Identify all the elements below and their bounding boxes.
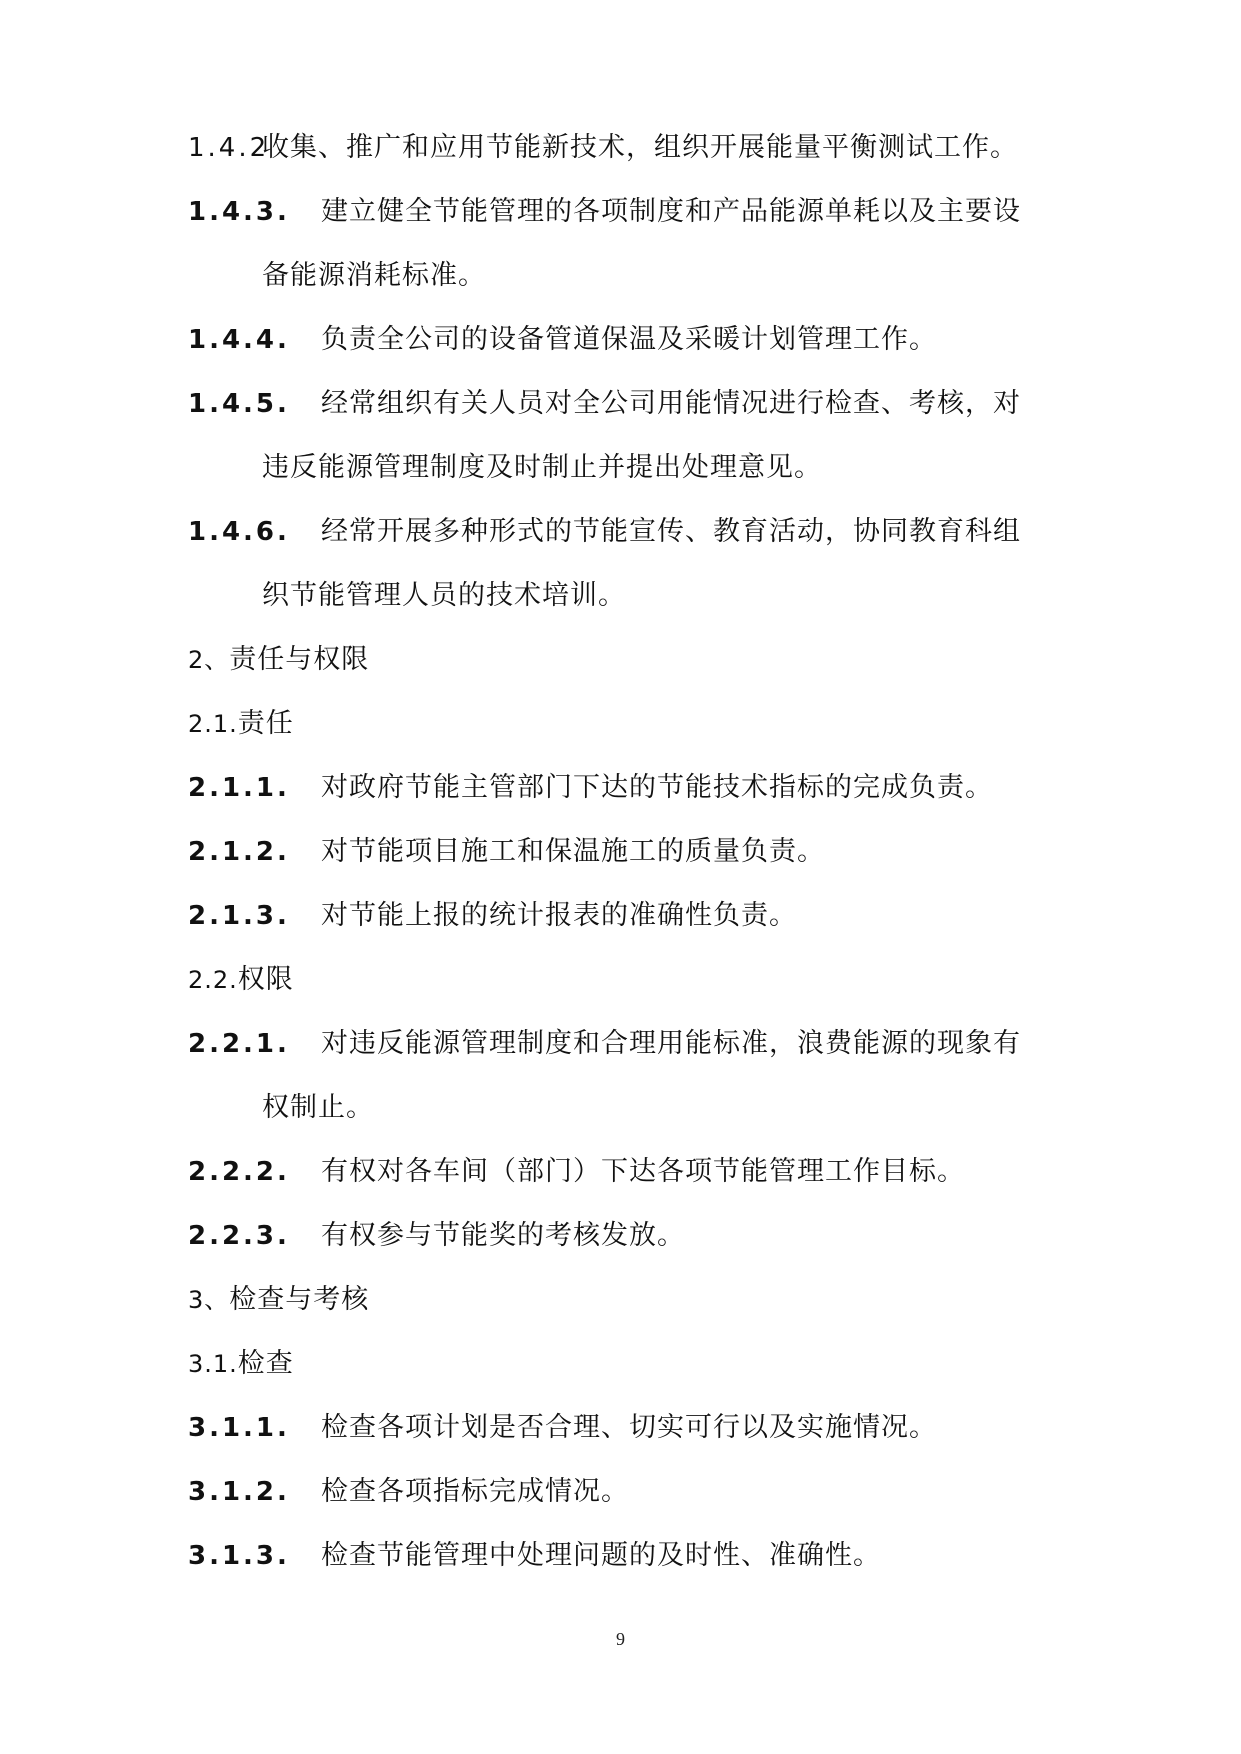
item-number: 2.2.2. bbox=[188, 1157, 290, 1187]
section-number: 3、 bbox=[188, 1286, 230, 1314]
item-number: 1.4.6. bbox=[188, 517, 290, 547]
subsection-heading-text bbox=[188, 954, 294, 1006]
subsection-number: 3.1. bbox=[188, 1350, 238, 1378]
item-text: 经常开展多种形式的节能宣传、教育活动，协同教育科组 bbox=[321, 516, 1021, 547]
item-number: 2.2.1. bbox=[188, 1029, 290, 1059]
item-text-continuation: 织节能管理人员的技术培训。 bbox=[262, 580, 626, 611]
list-item bbox=[0, 826, 1241, 878]
list-item bbox=[0, 890, 1241, 942]
item-text: 检查节能管理中处理问题的及时性、准确性。 bbox=[321, 1540, 881, 1571]
item-number: 2.2.3. bbox=[188, 1221, 290, 1251]
item-text: 检查各项计划是否合理、切实可行以及实施情况。 bbox=[321, 1412, 937, 1443]
subsection-title: 权限 bbox=[237, 964, 294, 995]
item-text-continuation: 备能源消耗标准。 bbox=[262, 260, 486, 291]
list-item-continuation bbox=[0, 250, 1241, 302]
item-text: 负责全公司的设备管道保温及采暖计划管理工作。 bbox=[321, 324, 937, 355]
section-heading-text bbox=[188, 1274, 369, 1326]
list-item bbox=[0, 186, 1241, 238]
list-item bbox=[0, 314, 1241, 366]
item-text: 对节能项目施工和保温施工的质量负责。 bbox=[321, 836, 825, 867]
list-item-continuation bbox=[0, 570, 1241, 622]
section-heading bbox=[0, 634, 1241, 686]
list-item bbox=[0, 1530, 1241, 1582]
list-item bbox=[0, 1146, 1241, 1198]
item-text: 有权参与节能奖的考核发放。 bbox=[321, 1220, 685, 1251]
item-number: 2.1.1. bbox=[188, 773, 290, 803]
subsection-number: 2.2. bbox=[188, 966, 238, 994]
list-item bbox=[0, 1018, 1241, 1070]
item-number: 3.1.3. bbox=[188, 1541, 290, 1571]
section-title: 检查与考核 bbox=[229, 1284, 370, 1315]
list-item bbox=[0, 1210, 1241, 1262]
item-text: 经常组织有关人员对全公司用能情况进行检查、考核，对 bbox=[321, 388, 1021, 419]
item-number: 1.4.4. bbox=[188, 325, 290, 355]
list-item bbox=[0, 506, 1241, 558]
section-heading-text bbox=[188, 634, 369, 686]
item-text: 检查各项指标完成情况。 bbox=[321, 1476, 629, 1507]
section-title: 责任与权限 bbox=[229, 644, 370, 675]
subsection-heading bbox=[0, 1338, 1241, 1390]
item-number: 2.1.3. bbox=[188, 901, 290, 931]
subsection-heading bbox=[0, 698, 1241, 750]
list-item bbox=[0, 378, 1241, 430]
item-text: 对政府节能主管部门下达的节能技术指标的完成负责。 bbox=[321, 772, 993, 803]
item-text-continuation: 权制止。 bbox=[262, 1092, 374, 1123]
subsection-title: 责任 bbox=[237, 708, 294, 739]
list-item bbox=[0, 762, 1241, 814]
section-heading bbox=[0, 1274, 1241, 1326]
subsection-number: 2.1. bbox=[188, 710, 238, 738]
section-number: 2、 bbox=[188, 646, 230, 674]
item-number: 1.4.5. bbox=[188, 389, 290, 419]
item-number: 3.1.1. bbox=[188, 1413, 290, 1443]
item-text: 收集、推广和应用节能新技术，组织开展能量平衡测试工作。 bbox=[262, 132, 1018, 163]
subsection-heading bbox=[0, 954, 1241, 1006]
item-text: 有权对各车间（部门）下达各项节能管理工作目标。 bbox=[321, 1156, 965, 1187]
item-text-continuation: 违反能源管理制度及时制止并提出处理意见。 bbox=[262, 452, 822, 483]
item-number: 2.1.2. bbox=[188, 837, 290, 867]
page-number: 9 bbox=[616, 1629, 625, 1649]
list-item bbox=[0, 1402, 1241, 1454]
item-number: 3.1.2. bbox=[188, 1477, 290, 1507]
item-text: 对节能上报的统计报表的准确性负责。 bbox=[321, 900, 797, 931]
item-number: 1.4.2 bbox=[188, 133, 270, 163]
subsection-title: 检查 bbox=[237, 1348, 294, 1379]
item-text: 建立健全节能管理的各项制度和产品能源单耗以及主要设 bbox=[321, 196, 1021, 227]
item-number: 1.4.3. bbox=[188, 197, 290, 227]
list-item bbox=[0, 1466, 1241, 1518]
subsection-heading-text bbox=[188, 1338, 294, 1390]
list-item-continuation bbox=[0, 1082, 1241, 1134]
list-item-continuation bbox=[0, 442, 1241, 494]
list-item bbox=[0, 122, 1241, 174]
subsection-heading-text bbox=[188, 698, 294, 750]
item-text: 对违反能源管理制度和合理用能标准，浪费能源的现象有 bbox=[321, 1028, 1021, 1059]
